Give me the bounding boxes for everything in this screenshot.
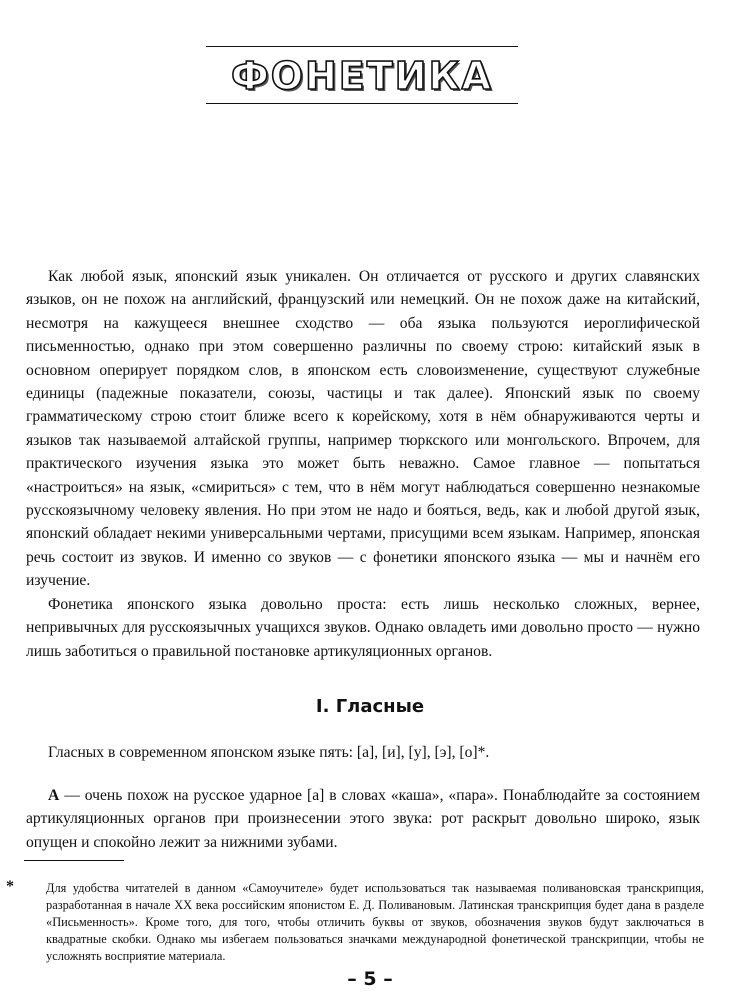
vowels-intro: Гласных в современном японском языке пять: [а], [и], [у], [э], [о]*.	[48, 744, 490, 761]
page-number: – 5 –	[347, 968, 393, 990]
phonetics-paragraph: Фонетика японского языка довольно проста: есть лишь несколько сложных, вернее, непривычных для русскоязычных учащихся звуков. Однако овладеть ими довольно просто — нужно лишь заботиться о правильной постановке артикуляционных органов.	[26, 596, 700, 660]
chapter-title: ФОНЕТИКА	[231, 54, 493, 98]
vowel-a-paragraph	[26, 784, 700, 854]
vowel-a-letter: А	[48, 787, 60, 804]
section-heading: I. Гласные	[315, 696, 425, 717]
footnote-mark: *	[6, 878, 14, 895]
header-bottom-rule	[206, 103, 518, 104]
vowel-a-description: — очень похож на русское ударное [а] в словах «каша», «пара». Понаблюдайте за состоянием артикуляционных органов при произнесении этого звука: рот раскрыт довольно широко, язык опущен и спокойно лежит за нижними зубами.	[26, 787, 700, 851]
intro-paragraph: Как любой язык, японский язык уникален. Он отличается от русского и других славянских языков, он не похож на английский, французский или немецкий. Он не похож даже на китайский, несмотря на кажущееся внешнее сходство — оба языка пользуются иероглифической письменностью, однако при этом совершенно различны по своему строю: китайский язык в основном оперирует порядком слов, в японском есть словоизменение, существуют служебные единицы (падежные показатели, союзы, частицы и так далее). Японский язык по своему грамматическому строю стоит ближе всего к корейскому, хотя в нём обнаруживаются черты и языков так называемой алтайской группы, например тюркского или монгольского. Впрочем, для практического изучения языка это может быть неважно. Самое главное — попытаться «настроиться» на язык, «смириться» с тем, что в нём могут наблюдаться совершенно незнакомые русскоязычному человеку явления. Но при этом не надо и бояться, ведь, как и любой другой язык, японский обладает некими универсальными чертами, присущими всем языкам. Например, японская речь состоит из звуков. И именно со звуков — с фонетики японского языка — мы и начнём его изучение.	[26, 268, 700, 590]
footnote-text: Для удобства читателей в данном «Самоучителе» будет использоваться так называемая поливановская транскрипция, разработанная в начале XX века российским японистом Е. Д. Поливановым. Латинская транскрипция будет дана в разделе «Письменность». Кроме того, для того, чтобы отличить буквы от звуков, обозначения звуков будут заключаться в квадратные скобки. Однако мы избегаем пользоваться значками международной фонетической транскрипции, чтобы не усложнять восприятие материала.	[46, 881, 704, 963]
header-top-rule	[206, 46, 518, 47]
footnote-rule	[24, 860, 124, 861]
